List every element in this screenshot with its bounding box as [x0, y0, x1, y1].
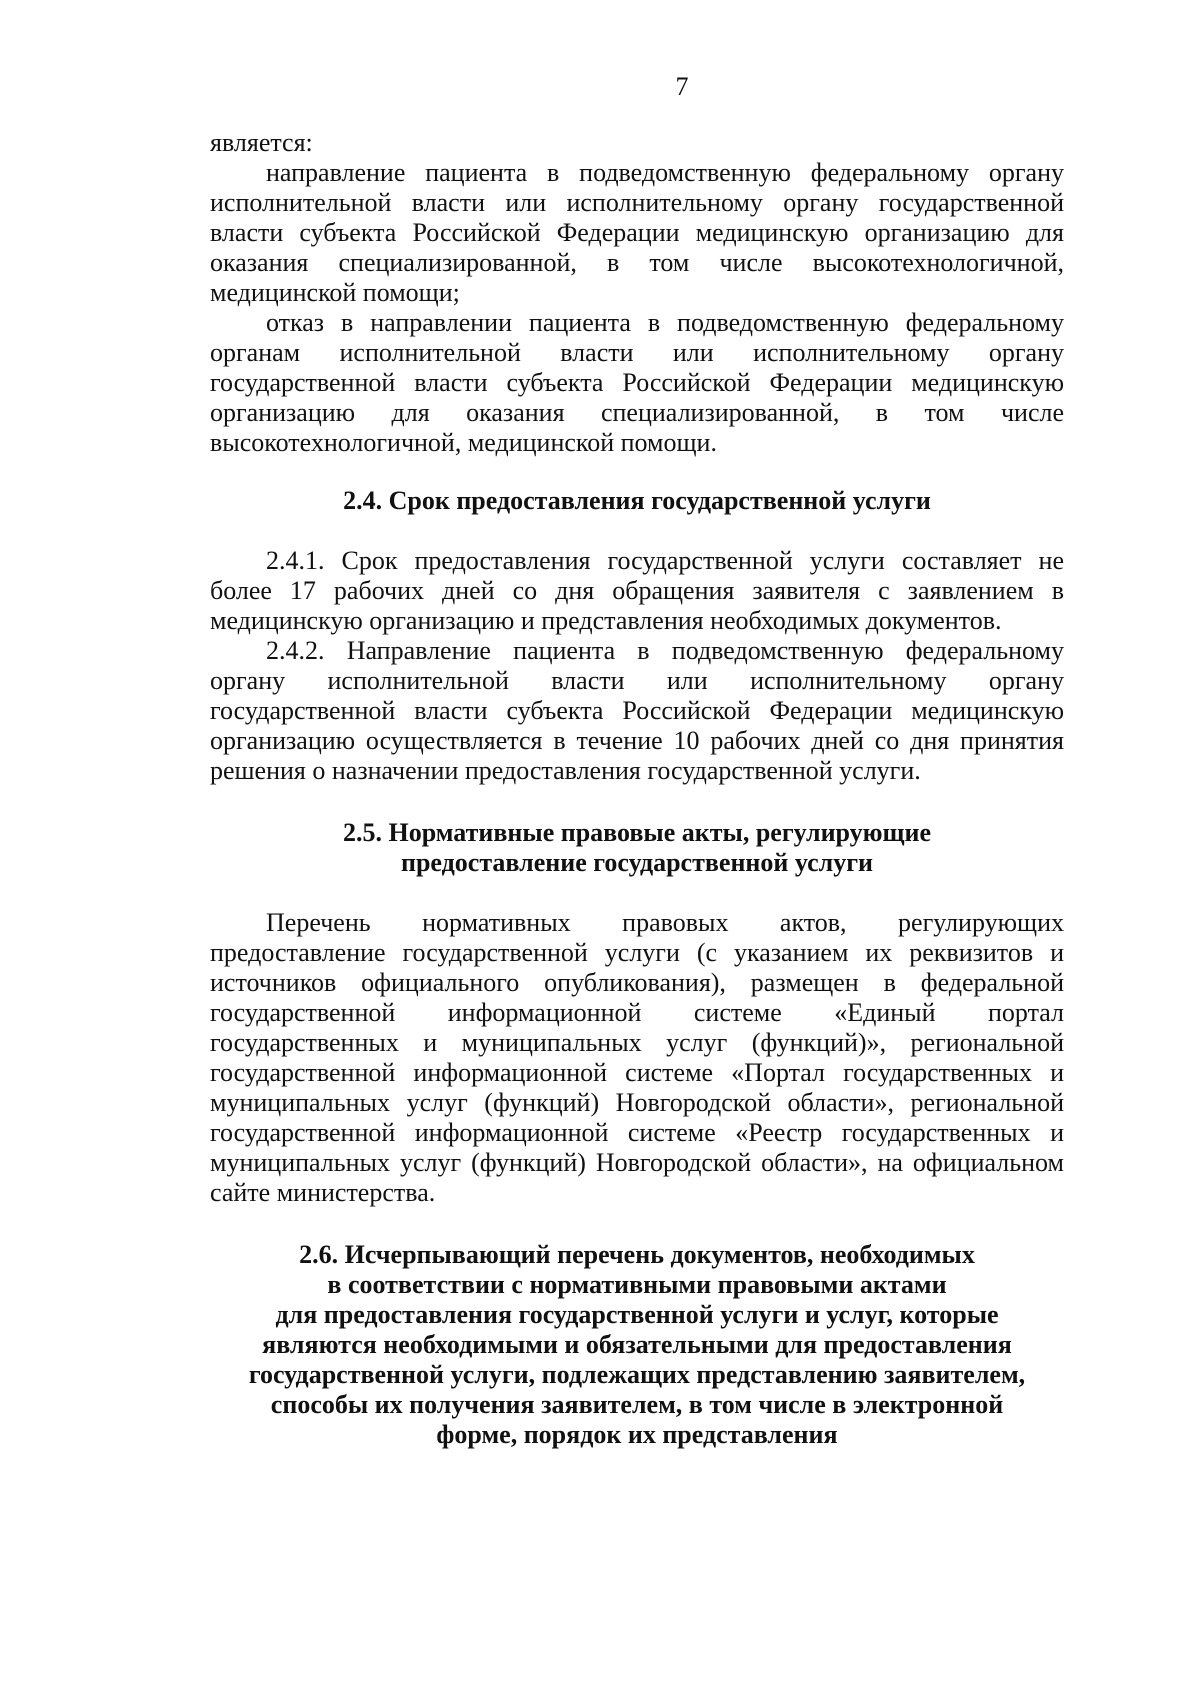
section-heading-2-6-line: являются необходимыми и обязательными для предоставления	[262, 1330, 1012, 1359]
section-heading-2-5	[210, 818, 1064, 878]
paragraph-2-4-2: 2.4.2. Направление пациента в подведомственную федеральному органу исполнительной власти или исполнительному органу государственной власти субъекта Российской Федерации медицинскую организацию осуществляется в течение 10 рабочих дней со дня принятия решения о назначении предоставления государственной услуги.	[210, 636, 1064, 785]
section-heading-2-6-line: для предоставления государственной услуги и услуг, которые	[275, 1300, 999, 1329]
result-item-referral: направление пациента в подведомственную федеральному органу исполнительной власти или исполнительному органу государственной власти субъекта Российской Федерации медицинскую организацию для оказания специализированной, в том числе высокотехнологичной, медицинской помощи;	[210, 158, 1064, 307]
section-heading-2-6-line: государственной услуги, подлежащих представлению заявителем,	[248, 1360, 1026, 1389]
result-item-refusal: отказ в направлении пациента в подведомственную федеральному органам исполнительной власти или исполнительному органу государственной власти субъекта Российской Федерации медицинскую организацию для оказания специализированной, в том числе высокотехнологичной, медицинской помощи.	[210, 308, 1064, 457]
section-heading-2-5-line: 2.5. Нормативные правовые акты, регулирующие	[342, 818, 932, 847]
page-content	[210, 128, 1064, 1450]
page-number: 7	[675, 72, 689, 101]
paragraph-2-5: Перечень нормативных правовых актов, регулирующих предоставление государственной услуги (с указанием их реквизитов и источников официального опубликования), размещен в федеральной государственной информационной системе «Единый портал государственных и муниципальных услуг (функций)», региональной государственной информационной системе «Портал государственных и муниципальных услуг (функций) Новгородской области», региональной государственной информационной системе «Реестр государственных и муниципальных услуг (функций) Новгородской области», на официальном сайте министерства.	[210, 908, 1064, 1207]
section-heading-2-6	[210, 1240, 1064, 1450]
section-heading-2-4: 2.4. Срок предоставления государственной услуги	[343, 486, 931, 515]
lead-text: является:	[210, 128, 313, 157]
paragraph-2-4-1: 2.4.1. Срок предоставления государственной услуги составляет не более 17 рабочих дней со дня обращения заявителя с заявлением в медицинскую организацию и представления необходимых документов.	[210, 546, 1064, 635]
section-heading-2-6-line: способы их получения заявителем, в том числе в электронной	[270, 1390, 1004, 1419]
section-heading-2-6-line: в соответствии с нормативными правовыми актами	[327, 1270, 947, 1299]
section-heading-2-6-line: форме, порядок их представления	[436, 1420, 838, 1449]
section-heading-2-5-line: предоставление государственной услуги	[400, 848, 874, 877]
section-heading-2-6-line: 2.6. Исчерпывающий перечень документов, необходимых	[299, 1240, 975, 1269]
